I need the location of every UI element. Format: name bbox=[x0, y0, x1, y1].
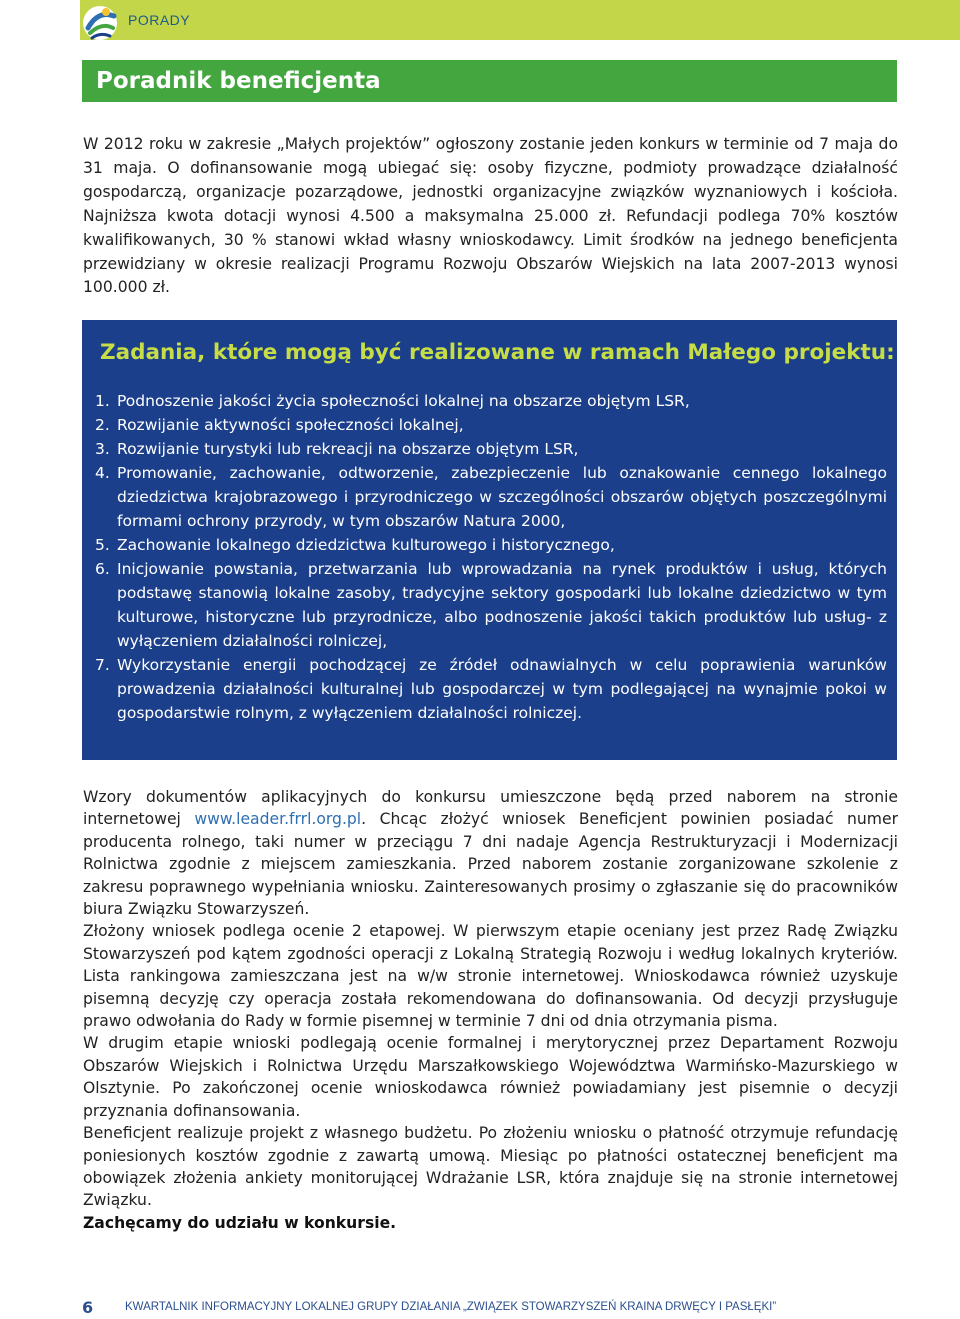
list-item bbox=[95, 389, 887, 413]
tasks-list bbox=[95, 389, 887, 725]
list-item bbox=[95, 461, 887, 533]
list-item-text: Rozwijanie aktywności społeczności lokalnej, bbox=[117, 416, 464, 434]
paragraph-evaluation: Złożony wniosek podlega ocenie 2 etapowej. W pierwszym etapie oceniany jest przez Radę Związku Stowarzyszeń pod kątem zgodności operacji z Lokalną Strategią Rozwoju i według lokalnych kryteriów. Lista rankingowa zamieszczana jest na w/w stronie internetowej. Wnioskodawca również uzyskuje pisemną decyzję czy operacja została rekomendowana do dofinansowania. Od decyzji przysługuje prawo odwołania do Rady w formie pisemnej w terminie 7 dni od dnia otrzymania pisma. bbox=[83, 922, 898, 1031]
list-item bbox=[95, 533, 887, 557]
paragraph-second-stage: W drugim etapie wnioski podlegają ocenie formalnej i merytorycznej przez Departament Rozwoju Obszarów Wiejskich i Rolnictwa Urzędu Marszałkowskiego Województwa Warmińsko-Mazurskiego w Olsztynie. Po zakończonej ocenie wnioskodawca również powiadamiany jest pisemnie o decyzji przyznania dofinansowania. bbox=[83, 1034, 898, 1120]
list-item-number: 5. bbox=[95, 536, 110, 554]
leader-logo-icon bbox=[80, 2, 122, 44]
section-label: PORADY bbox=[128, 12, 191, 28]
tasks-box bbox=[82, 320, 897, 760]
paragraph-text: Wzory dokumentów aplikacyjnych do konkursu umieszczone będą przed naborem na stronie internetowej bbox=[83, 788, 898, 829]
list-item-text: Rozwijanie turystyki lub rekreacji na obszarze objętym LSR, bbox=[117, 440, 579, 458]
page-title: Poradnik beneficjenta bbox=[96, 68, 381, 94]
closing-statement: Zachęcamy do udziału w konkursie. bbox=[83, 1213, 397, 1232]
intro-paragraph: W 2012 roku w zakresie „Małych projektów” ogłoszony zostanie jeden konkurs w terminie od 7 maja do 31 maja. O dofinansowanie mogą ubiegać się: osoby fizyczne, podmioty prowadzące działalność gospodarczą, organizacje pozarządowe, jednostki organizacyjne związków wyznaniowych i kościoła. Najniższa kwota dotacji wynosi 4.500 a maksymalna 25.000 zł. Refundacji podlega 70% kosztów kwalifikowanych, 30 % stanowi wkład własny wnioskodawcy. Limit środków na jednego beneficjenta przewidziany w okresie realizacji Programu Rozwoju Obszarów Wiejskich na lata 2007-2013 wynosi 100.000 zł. bbox=[83, 135, 898, 297]
list-item-number: 7. bbox=[95, 656, 110, 674]
list-item-text: Inicjowanie powstania, przetwarzania lub wprowadzania na rynek produktów i usług, których podstawę stanowią lokalne zasoby, tradycyjne sektory gospodarki lub lokalne dziedzictwo w tym kulturowe, historyczne lub przyrodnicze, albo podnoszenie jakości takich produktów lub usług- z wyłączeniem działalności rolniczej, bbox=[117, 560, 887, 650]
list-item-number: 4. bbox=[95, 464, 110, 482]
list-item-text: Wykorzystanie energii pochodzącej ze źródeł odnawialnych w celu poprawienia warunków prowadzenia działalności kulturalnej lub gospodarczej w tym podlegającej na wynajmie pokoi w gospodarstwie rolnym, z wyłączeniem działalności rolniczej. bbox=[117, 656, 887, 722]
tasks-heading: Zadania, które mogą być realizowane w ramach Małego projektu: bbox=[100, 340, 895, 365]
list-item-number: 6. bbox=[95, 560, 110, 578]
list-item bbox=[95, 557, 887, 653]
header-bar bbox=[80, 0, 960, 40]
footer-title: KWARTALNIK INFORMACYJNY LOKALNEJ GRUPY DZIAŁANIA „ZWIĄZEK STOWARZYSZEŃ KRAINA DRWĘCY I PASŁĘKI” bbox=[125, 1301, 777, 1313]
list-item-text: Podnoszenie jakości życia społeczności lokalnej na obszarze objętym LSR, bbox=[117, 392, 690, 410]
list-item bbox=[95, 413, 887, 437]
list-item bbox=[95, 437, 887, 461]
paragraph-text: . Chcąc złożyć wniosek Beneficjent powinien posiadać numer producenta rolnego, taki numer w przeciągu 7 dni nadaje Agencja Restrukturyzacji i Modernizacji Rolnictwa zgodnie z miejscem zamieszkania. Przed naborem zostanie zorganizowane szkolenie z zakresu poprawnego wypełniania wniosku. Zainteresowanych prosimy o zgłaszanie się do pracowników biura Związku Stowarzyszeń. bbox=[83, 810, 898, 919]
paragraph-documents bbox=[83, 786, 898, 920]
page-number: 6 bbox=[82, 1298, 94, 1317]
website-link[interactable]: www.leader.frrl.org.pl bbox=[194, 810, 362, 829]
list-item-number: 3. bbox=[95, 440, 110, 458]
paragraph-budget: Beneficjent realizuje projekt z własnego budżetu. Po złożeniu wniosku o płatność otrzymuje refundację poniesionych kosztów zgodnie z zawartą umową. Miesiąc po płatności ostatecznej beneficjent ma obowiązek złożenia ankiety monitorującej Wdrażanie LSR, która znajduje się na stronie internetowej Związku. bbox=[83, 1124, 898, 1210]
list-item-number: 2. bbox=[95, 416, 110, 434]
list-item bbox=[95, 653, 887, 725]
body-text bbox=[83, 786, 898, 1234]
list-item-text: Promowanie, zachowanie, odtworzenie, zabezpieczenie lub oznakowanie cennego lokalnego dziedzictwa krajobrazowego i przyrodniczego w szczególności obszarów objętych poszczególnymi formami ochrony przyrody, w tym obszarów Natura 2000, bbox=[117, 464, 887, 530]
list-item-number: 1. bbox=[95, 392, 110, 410]
title-banner bbox=[82, 60, 897, 102]
list-item-text: Zachowanie lokalnego dziedzictwa kulturowego i historycznego, bbox=[117, 536, 615, 554]
